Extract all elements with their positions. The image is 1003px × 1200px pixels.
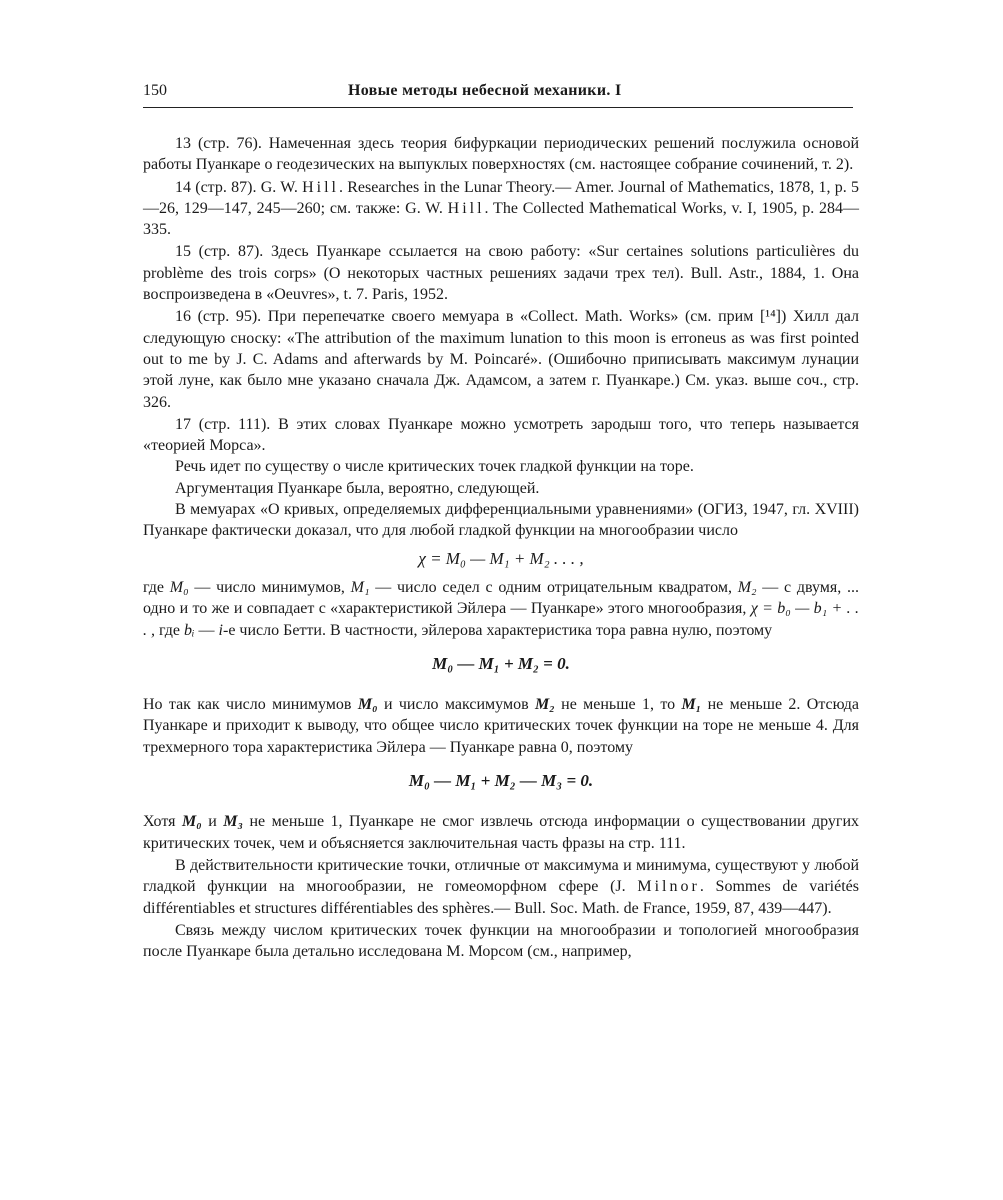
text-segment: и число максимумов [377,696,535,714]
text-segment: Но так как число минимумов [143,696,358,714]
note-14-text-a: 14 (стр. 87). G. W. [175,178,303,196]
text-segment: — с двумя, ... одно и то же и совпадает с «характеристикой Эйлера — Пуанкаре» этого многообразия, [143,578,859,618]
paragraph-argument: Аргументация Пуанкаре была, вероятно, следующей. [175,479,540,497]
text-segment: не меньше 2. Отсюда Пуанкаре и приходит к выводу, что общее число критических точек функции на торе не меньше 4. Для трехмерного тора характеристика Эйлера — Пуанкаре равна 0, поэтому [143,696,859,756]
note-14-text-c: . The Collected Mathematical Works, v. I, 1905, p. 284—335. [143,199,860,239]
text-segment: где [143,578,170,596]
note-14 [143,177,859,241]
formula-torus: M₀ — M₁ + M₂ = 0. [432,653,570,673]
paragraph-reality [143,855,859,919]
paragraph-memoir: В мемуарах «О кривых, определяемых дифференциальными уравнениями» (ОГИЗ, 1947, гл. XVIII) Пуанкаре фактически доказал, что для любой гладкой функции на многообразии число [143,501,859,540]
note-17: 17 (стр. 111). В этих словах Пуанкаре можно усмотреть зародыш того, что теперь называется «теорией Морса». [143,415,859,455]
math-m1: M₁ [350,578,370,596]
note-14-author: Hill [447,199,485,217]
text-segment: Хотя [143,813,182,831]
paragraph-connection: Связь между числом критических точек функции на многообразии и топологией многообразия после Пуанкаре была детально исследована М. Морсом (см., например, [143,921,859,961]
text-segment: — число седел с одним отрицательным квадратом, [369,578,738,596]
note-16: 16 (стр. 95). При перепечатке своего мемуара в «Collect. Math. Works» (см. прим [¹⁴]) Хилл дал следующую сноску: «The attribution of the maximum lunation to this moon is erroneus as was first pointed out to me by J. C. Adams and afterwards by M. Poincaré». (Ошибочно приписывать максимум лунации этой луне, как было мне указано сначала Дж. Адамсом, а затем г. Пуанкаре.) См. указ. выше соч., стр. 326. [143,308,859,411]
page-number: 150 [143,82,167,99]
math-bi: bᵢ [184,621,195,639]
math-m1: M₁ [681,696,702,714]
math-m0: M₀ [181,813,202,831]
math-m0: M₀ [169,578,189,596]
math-m2: M₂ [737,578,757,596]
paragraph-since [143,694,859,758]
text-segment: В действительности критические точки, отличные от максимума и минимума, существуют у любой гладкой функции на многообразии, не гомеоморфном сфере (J. [143,856,859,896]
page-header [143,82,853,104]
text-segment: — число минимумов, [188,578,351,596]
text-segment: . Sommes de variétés différentiables et structures différentiables des sphères.— Bull. Soc. Math. de France, 1959, 87, 439—447). [143,878,860,917]
text-segment: — [194,621,219,639]
text-segment: где [155,621,185,639]
author-name: Milnor [637,878,700,896]
header-rule [143,107,853,108]
paragraph-although [143,811,859,854]
text-segment: -е число Бетти. В частности, эйлерова характеристика тора равна нулю, поэтому [223,621,773,639]
note-14-text-b: . Researches in the Lunar Theory.— Amer. Journal of Mathematics, 1878, 1, p. 5—26, 129—147, 245—260; см. также: G. W. [143,178,859,217]
page-body [143,133,859,962]
math-chi-betti: χ = b₀ — b₁ + . . . , [143,600,859,639]
text-segment: не меньше 1, то [554,696,682,714]
formula-euler-sum: χ = M₀ — M₁ + M₂ . . . , [418,548,584,568]
paragraph-torus: Речь идет по существу о числе критических точек гладкой функции на торе. [175,458,694,476]
paragraph-where [143,577,859,641]
running-title: Новые методы небесной механики. I [348,82,622,99]
note-15: 15 (стр. 87). Здесь Пуанкаре ссылается на свою работу: «Sur certaines solutions particulières du problème des trois corps» (О некоторых частных решениях задачи трех тел). Bull. Astr., 1884, 1. Она воспроизведена в «Oeuvres», t. 7. Paris, 1952. [143,243,859,304]
math-m2: M₂ [534,696,555,714]
math-m3: M₃ [223,813,244,831]
formula-3-torus: M₀ — M₁ + M₂ — M₃ = 0. [408,771,594,791]
math-i: i [218,621,223,639]
note-14-author: Hill [302,178,339,196]
text-segment: и [201,813,224,831]
math-m0: M₀ [357,696,378,714]
text-segment: не меньше 1, Пуанкаре не смог извлечь отсюда информации о существовании других критических точек, чем и объясняется заключительная часть фразы на стр. 111. [143,813,860,852]
note-13: 13 (стр. 76). Намеченная здесь теория бифуркации периодических решений послужила основой работы Пуанкаре о геодезических на выпуклых поверхностях (см. настоящее собрание сочинений, т. 2). [143,135,859,174]
